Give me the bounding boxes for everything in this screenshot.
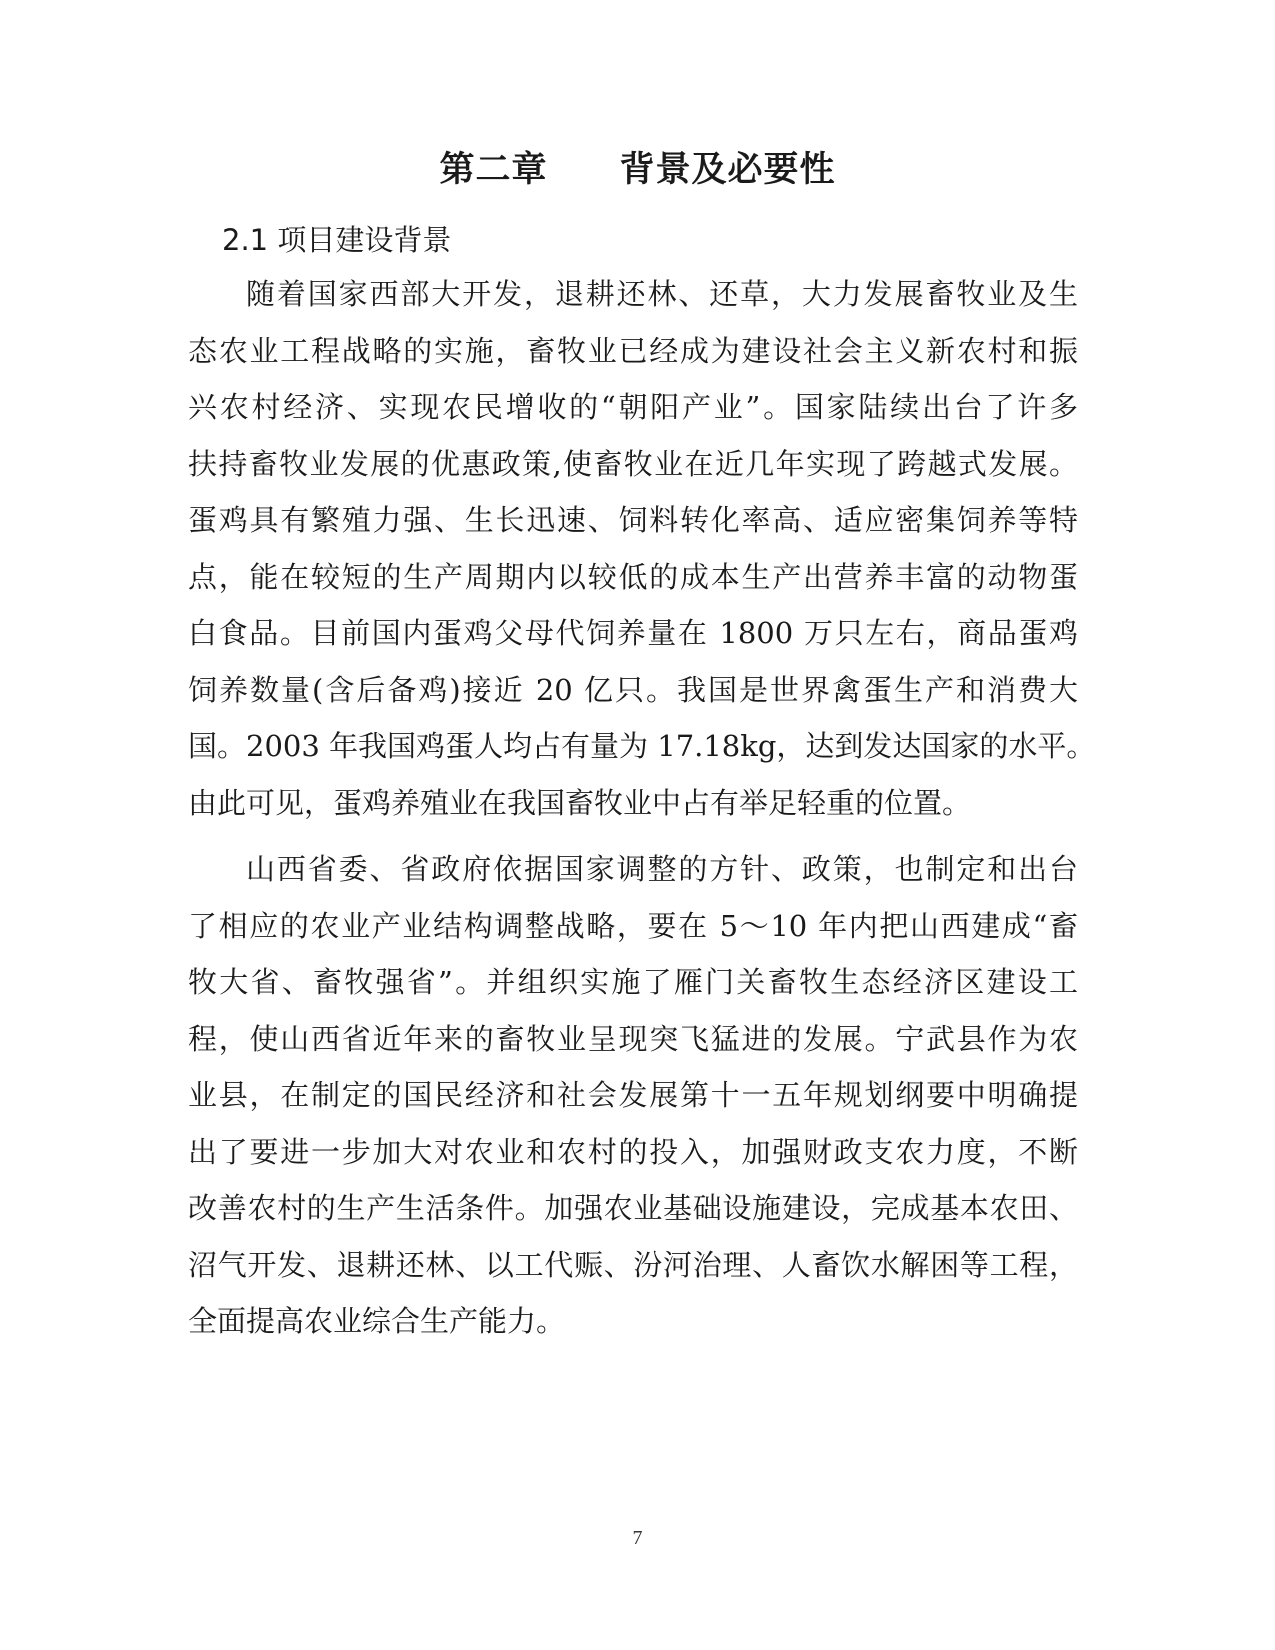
- text-line: 程，使山西省近年来的畜牧业呈现突飞猛进的发展。宁武县作为农: [188, 1021, 1078, 1056]
- paragraph-2: [188, 841, 1078, 1350]
- text-line: 点，能在较短的生产周期内以较低的成本生产出营养丰富的动物蛋: [188, 559, 1078, 594]
- paragraph-1: [188, 266, 1096, 831]
- text-line: 由此可见，蛋鸡养殖业在我国畜牧业中占有举足轻重的位置。: [188, 785, 972, 820]
- text-line: 扶持畜牧业发展的优惠政策,使畜牧业在近几年实现了跨越式发展。: [188, 446, 1078, 481]
- text-line: 饲养数量(含后备鸡)接近 20 亿只。我国是世界禽蛋生产和消费大: [188, 672, 1078, 707]
- text-line: 蛋鸡具有繁殖力强、生长迅速、饲料转化率高、适应密集饲养等特: [188, 503, 1078, 537]
- page-number: 7: [632, 1527, 643, 1549]
- text-line: 随着国家西部大开发，退耕还林、还草，大力发展畜牧业及生: [246, 277, 1078, 311]
- chapter-title: 第二章 背景及必要性: [439, 150, 836, 190]
- text-line: 改善农村的生产生活条件。加强农业基础设施建设，完成基本农田、: [188, 1191, 1078, 1225]
- text-line: 牧大省、畜牧强省”。并组织实施了雁门关畜牧生态经济区建设工: [188, 965, 1078, 999]
- text-line: 国。2003 年我国鸡蛋人均占有量为 17.18kg，达到发达国家的水平。: [188, 729, 1096, 763]
- text-line: 业县，在制定的国民经济和社会发展第十一五年规划纲要中明确提: [188, 1078, 1078, 1112]
- text-line: 态农业工程战略的实施，畜牧业已经成为建设社会主义新农村和振: [188, 333, 1078, 368]
- text-line: 全面提高农业综合生产能力。: [188, 1304, 566, 1338]
- section-heading: 2.1 项目建设背景: [222, 223, 452, 257]
- text-line: 白食品。目前国内蛋鸡父母代饲养量在 1800 万只左右，商品蛋鸡: [188, 616, 1078, 650]
- text-line: 山西省委、省政府依据国家调整的方针、政策，也制定和出台: [246, 852, 1078, 886]
- text-line: 兴农村经济、实现农民增收的“朝阳产业”。国家陆续出台了许多: [188, 390, 1078, 424]
- text-line: 出了要进一步加大对农业和农村的投入，加强财政支农力度，不断: [188, 1134, 1078, 1169]
- text-line: 沼气开发、退耕还林、以工代赈、汾河治理、人畜饮水解困等工程，: [188, 1247, 1078, 1282]
- text-line: 了相应的农业产业结构调整战略，要在 5～10 年内把山西建成“畜: [188, 908, 1078, 943]
